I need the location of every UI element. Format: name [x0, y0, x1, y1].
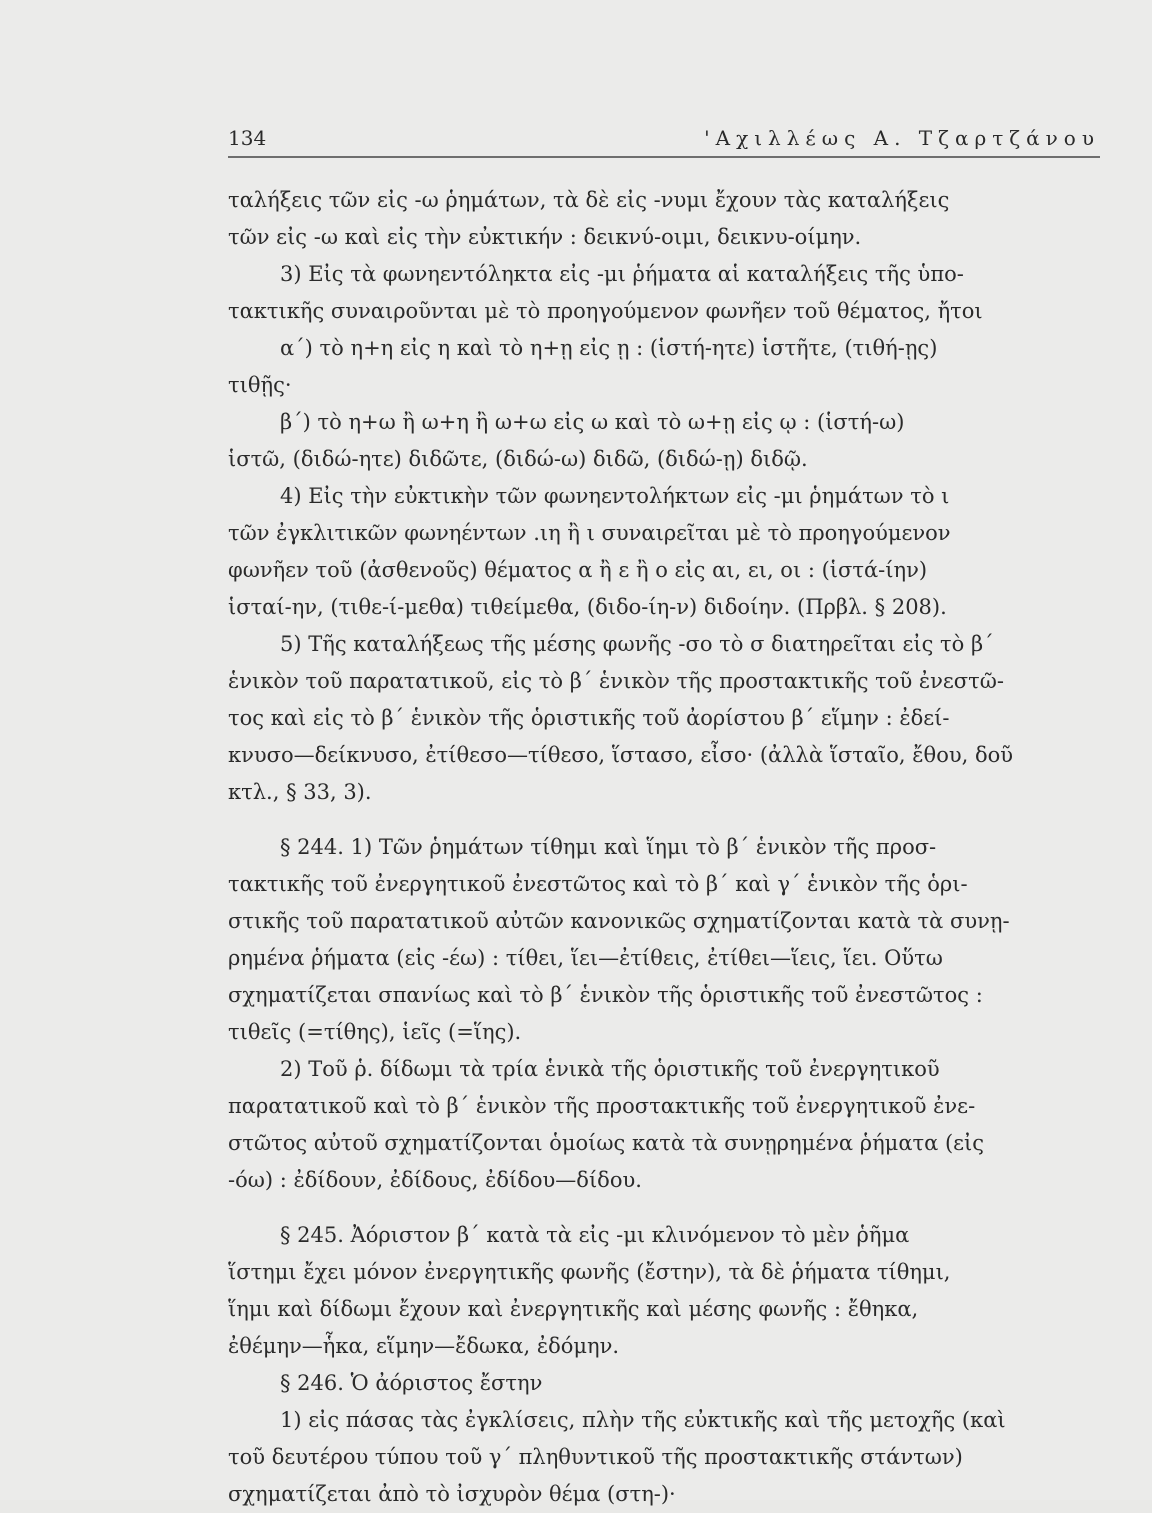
text-line: τῶν ἐγκλιτικῶν φωνηέντων .ιη ἢ ι συναιρεῖται μὲ τὸ προηγούμενον — [228, 521, 951, 545]
text-line: ρημένα ῥήματα (εἰς -έω) : τίθει, ἵει—ἐτίθεις, ἐτίθει—ἵεις, ἵει. Οὕτω — [228, 946, 943, 970]
text-line: 3) Εἰς τὰ φωνηεντόληκτα εἰς -μι ῥήματα αἱ καταλήξεις τῆς ὑπο- — [280, 262, 964, 286]
page-header — [228, 126, 1100, 156]
text-line: κνυσο—δείκνυσο, ἐτίθεσο—τίθεσο, ἵστασο, εἶσο· (ἀλλὰ ἵσταῖο, ἔθου, δοῦ — [228, 743, 1014, 767]
header-rule — [228, 156, 1100, 158]
page-number: 134 — [228, 126, 267, 150]
text-line: φωνῆεν τοῦ (ἀσθενοῦς) θέματος α ἢ ε ἢ ο εἰς αι, ει, οι : (ἱστά-ίην) — [228, 558, 928, 582]
running-title: 'Αχιλλέως Α. Τζαρτζάνου — [704, 126, 1100, 150]
text-line: παρατατικοῦ καὶ τὸ β΄ ἑνικὸν τῆς προστακτικῆς τοῦ ἐνεργητικοῦ ἐνε- — [228, 1094, 976, 1118]
text-line: 4) Εἰς τὴν εὐκτικὴν τῶν φωνηεντολήκτων εἰς -μι ῥημάτων τὸ ι — [280, 484, 950, 508]
text-line: σχηματίζεται ἀπὸ τὸ ἰσχυρὸν θέμα (στη-)· — [228, 1482, 676, 1506]
text-line: β΄) τὸ η+ω ἢ ω+η ἢ ω+ω εἰς ω καὶ τὸ ω+ῃ εἰς ῳ : (ἱστή-ω) — [280, 410, 905, 434]
text-line: τος καὶ εἰς τὸ β΄ ἑνικὸν τῆς ὁριστικῆς τοῦ ἀορίστου β΄ εἵμην : ἐδεί- — [228, 706, 950, 730]
text-line: ἱστῶ, (διδώ-ητε) διδῶτε, (διδώ-ω) διδῶ, (διδώ-ῃ) διδῷ. — [228, 447, 808, 471]
text-line: 2) Τοῦ ῥ. δίδωμι τὰ τρία ἑνικὰ τῆς ὁριστικῆς τοῦ ἐνεργητικοῦ — [280, 1057, 940, 1081]
text-line: 5) Τῆς καταλήξεως τῆς μέσης φωνῆς -σο τὸ σ διατηρεῖται εἰς τὸ β΄ — [280, 632, 994, 656]
text-line: α΄) τὸ η+η εἰς η καὶ τὸ η+ῃ εἰς ῃ : (ἱστή-ητε) ἱστῆτε, (τιθή-ῃς) — [280, 336, 938, 360]
text-line: κτλ., § 33, 3). — [228, 780, 372, 804]
text-line: 1) εἰς πάσας τὰς ἐγκλίσεις, πλὴν τῆς εὐκτικῆς καὶ τῆς μετοχῆς (καὶ — [280, 1408, 1006, 1432]
text-line: ἱσταί-ην, (τιθε-ί-μεθα) τιθείμεθα, (διδο-ίη-ν) διδοίην. (Πρβλ. § 208). — [228, 595, 947, 619]
text-line: τακτικῆς τοῦ ἐνεργητικοῦ ἐνεστῶτος καὶ τὸ β΄ καὶ γ΄ ἑνικὸν τῆς ὁρι- — [228, 872, 968, 896]
text-line: τῶν εἰς -ω καὶ εἰς τὴν εὐκτικήν : δεικνύ-οιμι, δεικνυ-οίμην. — [228, 225, 862, 249]
text-line: τακτικῆς συναιροῦνται μὲ τὸ προηγούμενον φωνῆεν τοῦ θέματος, ἤτοι — [228, 299, 983, 323]
page-body — [228, 182, 1100, 1513]
text-line: σχηματίζεται σπανίως καὶ τὸ β΄ ἑνικὸν τῆς ὁριστικῆς τοῦ ἐνεστῶτος : — [228, 983, 983, 1007]
text-line: ἐθέμην—ἧκα, εἵμην—ἔδωκα, ἐδόμην. — [228, 1334, 620, 1358]
section-heading-line: § 244. 1) Τῶν ῥημάτων τίθημι καὶ ἵημι τὸ β΄ ἑνικὸν τῆς προσ- — [280, 835, 937, 859]
text-line: τιθεῖς (=τίθης), ἱεῖς (=ἵης). — [228, 1020, 522, 1044]
section-heading-line: § 246. Ὁ ἀόριστος ἔστην — [280, 1371, 543, 1395]
text-line: -όω) : ἐδίδουν, ἐδίδους, ἐδίδου—δίδου. — [228, 1168, 642, 1192]
text-line: τοῦ δευτέρου τύπου τοῦ γ΄ πληθυντικοῦ τῆς προστακτικῆς στάντων) — [228, 1445, 963, 1469]
text-line: ἑνικὸν τοῦ παρατατικοῦ, εἰς τὸ β΄ ἑνικὸν τῆς προστακτικῆς τοῦ ἐνεστῶ- — [228, 669, 1004, 693]
text-line: ἵημι καὶ δίδωμι ἔχουν καὶ ἐνεργητικῆς καὶ μέσης φωνῆς : ἔθηκα, — [228, 1297, 919, 1321]
text-line: ἵστημι ἔχει μόνον ἐνεργητικῆς φωνῆς (ἔστην), τὰ δὲ ῥήματα τίθημι, — [228, 1260, 951, 1284]
text-line: ταλήξεις τῶν εἰς -ω ῥημάτων, τὰ δὲ εἰς -νυμι ἔχουν τὰς καταλήξεις — [228, 188, 950, 212]
text-line: στικῆς τοῦ παρατατικοῦ αὐτῶν κανονικῶς σχηματίζονται κατὰ τὰ συνῃ- — [228, 909, 1010, 933]
section-heading-line: § 245. Ἀόριστον β΄ κατὰ τὰ εἰς -μι κλινόμενον τὸ μὲν ῥῆμα — [280, 1223, 910, 1247]
text-line: τιθῇς· — [228, 373, 292, 397]
text-line: στῶτος αὐτοῦ σχηματίζονται ὁμοίως κατὰ τὰ συνῃρημένα ῥήματα (εἰς — [228, 1131, 985, 1155]
